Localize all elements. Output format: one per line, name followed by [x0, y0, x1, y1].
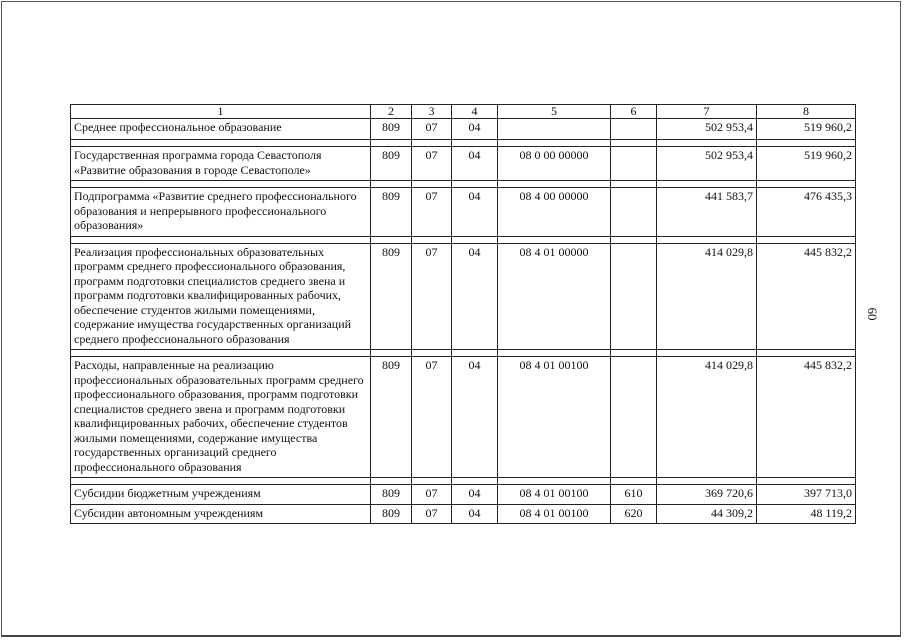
row-name: Реализация профессиональных образовательных программ среднего профессионального образования, программ подготовки специалистов среднего звена и программ подготовки квалифицированных рабочих, обеспечение студентов жилыми помещениями, содержание имущества государственных организаций среднего профессионального образования — [71, 243, 371, 350]
table-row — [71, 357, 856, 478]
cell-target-article: 08 4 01 00100 — [498, 357, 611, 478]
cell-expense-type — [611, 119, 657, 140]
cell-section: 07 — [412, 357, 452, 478]
header-row — [71, 105, 856, 119]
cell-expense-type — [611, 357, 657, 478]
cell-amount-year2: 445 832,2 — [757, 243, 856, 350]
cell-amount-year2: 445 832,2 — [757, 357, 856, 478]
row-name: Среднее профессиональное образование — [71, 119, 371, 140]
cell-ministry: 809 — [371, 243, 412, 350]
cell-amount-year1: 414 029,8 — [657, 357, 757, 478]
cell-ministry: 809 — [371, 485, 412, 505]
table-row — [71, 485, 856, 505]
row-spacer — [71, 140, 856, 147]
cell-amount-year2: 519 960,2 — [757, 119, 856, 140]
row-spacer — [71, 181, 856, 188]
cell-amount-year1: 441 583,7 — [657, 188, 757, 237]
table-row — [71, 504, 856, 524]
cell-amount-year2: 476 435,3 — [757, 188, 856, 237]
row-name: Государственная программа города Севастополя «Развитие образования в городе Севастополе» — [71, 147, 371, 181]
cell-section: 07 — [412, 188, 452, 237]
row-name: Подпрограмма «Развитие среднего профессионального образования и непрерывного профессионального образования» — [71, 188, 371, 237]
cell-subsection: 04 — [452, 485, 498, 505]
cell-amount-year2: 519 960,2 — [757, 147, 856, 181]
cell-subsection: 04 — [452, 357, 498, 478]
row-spacer — [71, 350, 856, 357]
header-cell: 5 — [498, 105, 611, 119]
table-row — [71, 147, 856, 181]
cell-expense-type: 620 — [611, 504, 657, 524]
cell-subsection: 04 — [452, 119, 498, 140]
header-cell: 6 — [611, 105, 657, 119]
cell-ministry: 809 — [371, 188, 412, 237]
cell-section: 07 — [412, 485, 452, 505]
row-name: Субсидии бюджетным учреждениям — [71, 485, 371, 505]
cell-expense-type — [611, 147, 657, 181]
cell-section: 07 — [412, 119, 452, 140]
cell-amount-year1: 369 720,6 — [657, 485, 757, 505]
cell-target-article: 08 0 00 00000 — [498, 147, 611, 181]
cell-subsection: 04 — [452, 188, 498, 237]
cell-target-article: 08 4 01 00100 — [498, 485, 611, 505]
table-row — [71, 119, 856, 140]
cell-target-article: 08 4 00 00000 — [498, 188, 611, 237]
header-cell: 2 — [371, 105, 412, 119]
row-name: Субсидии автономным учреждениям — [71, 504, 371, 524]
cell-expense-type — [611, 243, 657, 350]
cell-subsection: 04 — [452, 504, 498, 524]
cell-target-article: 08 4 01 00000 — [498, 243, 611, 350]
budget-table — [70, 104, 856, 524]
cell-section: 07 — [412, 147, 452, 181]
cell-amount-year1: 502 953,4 — [657, 147, 757, 181]
cell-ministry: 809 — [371, 504, 412, 524]
cell-expense-type: 610 — [611, 485, 657, 505]
cell-amount-year1: 414 029,8 — [657, 243, 757, 350]
row-name: Расходы, направленные на реализацию профессиональных образовательных программ среднего профессионального образования, программ подготовки специалистов среднего звена и программ подготовки квалифицированных рабочих, обеспечение студентов жилыми помещениями, содержание имущества государственных организаций среднего профессионального образования — [71, 357, 371, 478]
header-cell: 7 — [657, 105, 757, 119]
cell-section: 07 — [412, 504, 452, 524]
row-spacer — [71, 236, 856, 243]
cell-ministry: 809 — [371, 119, 412, 140]
cell-target-article: 08 4 01 00100 — [498, 504, 611, 524]
cell-subsection: 04 — [452, 147, 498, 181]
cell-subsection: 04 — [452, 243, 498, 350]
header-cell: 4 — [452, 105, 498, 119]
table-row — [71, 243, 856, 350]
header-cell: 1 — [71, 105, 371, 119]
cell-expense-type — [611, 188, 657, 237]
cell-amount-year2: 397 713,0 — [757, 485, 856, 505]
cell-amount-year1: 502 953,4 — [657, 119, 757, 140]
table-row — [71, 188, 856, 237]
cell-ministry: 809 — [371, 147, 412, 181]
header-cell: 3 — [412, 105, 452, 119]
cell-section: 07 — [412, 243, 452, 350]
cell-amount-year1: 44 309,2 — [657, 504, 757, 524]
cell-ministry: 809 — [371, 357, 412, 478]
row-spacer — [71, 478, 856, 485]
page-number: 60 — [865, 307, 880, 321]
header-cell: 8 — [757, 105, 856, 119]
cell-amount-year2: 48 119,2 — [757, 504, 856, 524]
cell-target-article — [498, 119, 611, 140]
